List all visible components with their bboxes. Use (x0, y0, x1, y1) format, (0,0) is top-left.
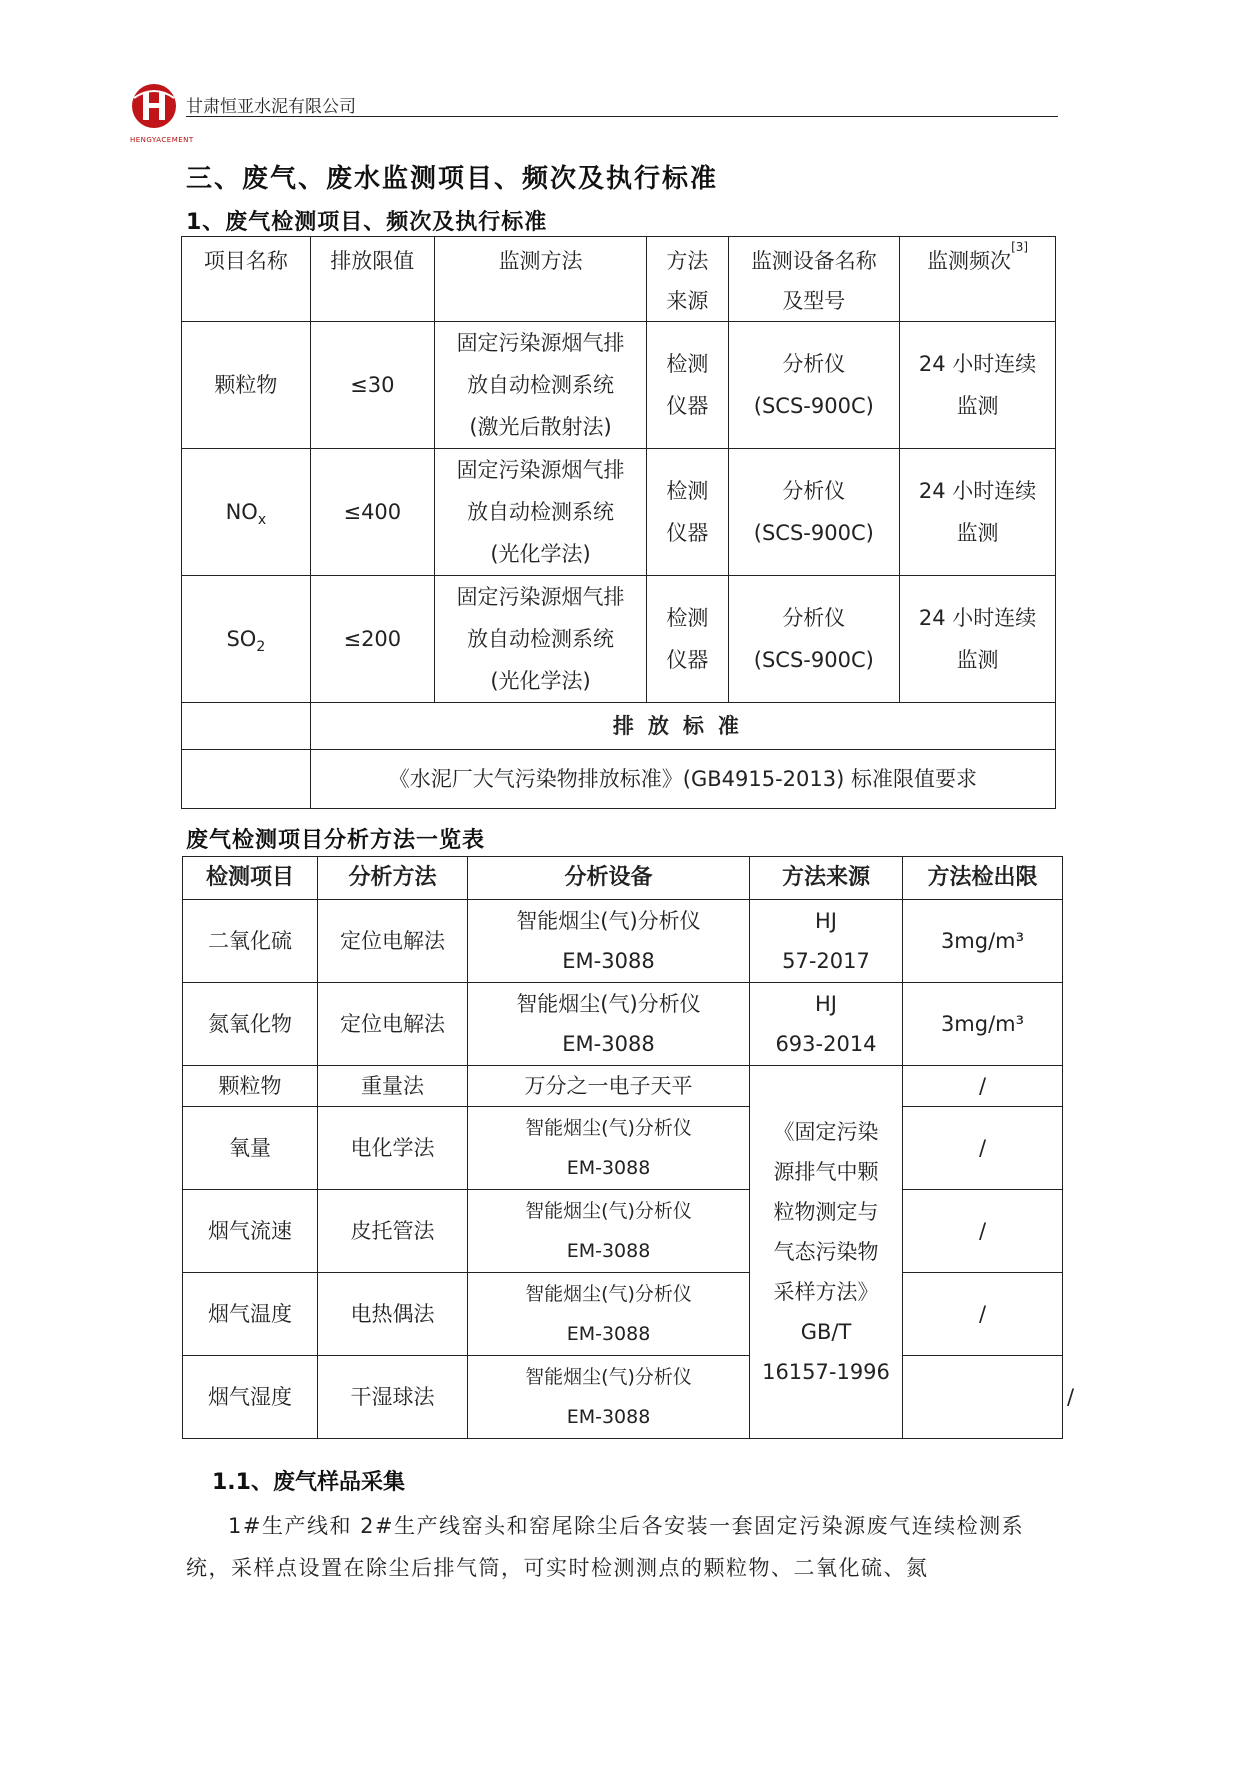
item-cell: 烟气温度 (183, 1273, 318, 1356)
empty-cell (182, 750, 311, 809)
footnote-ref: [3] (1011, 240, 1029, 254)
table-header-row (183, 857, 1063, 900)
method-cell: 电化学法 (318, 1107, 468, 1190)
device-cell: 智能烟尘(气)分析仪 EM-3088 (468, 1273, 750, 1356)
device-cell: 智能烟尘(气)分析仪 EM-3088 (468, 1356, 750, 1439)
item-cell: 烟气流速 (183, 1190, 318, 1273)
device-cell: 智能烟尘(气)分析仪 EM-3088 (468, 1190, 750, 1273)
device-cell: 智能烟尘(气)分析仪 EM-3088 (468, 1107, 750, 1190)
standard-label: 排放标准 (310, 703, 1055, 750)
item-cell: 氮氧化物 (183, 983, 318, 1066)
table-row: 烟气湿度 干湿球法 智能烟尘(气)分析仪 EM-3088 / (183, 1356, 1063, 1439)
table-row (182, 576, 1056, 703)
page-header (128, 78, 1058, 154)
frequency-cell: 24 小时连续 监测 (900, 322, 1056, 449)
header-device: 监测设备名称 及型号 (728, 237, 900, 322)
method-cell: 电热偶法 (318, 1273, 468, 1356)
method-cell: 定位电解法 (318, 900, 468, 983)
device-cell: 分析仪 (SCS-900C) (728, 322, 900, 449)
company-name: 甘肃恒亚水泥有限公司 (186, 97, 356, 117)
limit-cell: / (903, 1273, 1063, 1356)
table-row (183, 1190, 1063, 1273)
limit-cell: ≤200 (310, 576, 434, 703)
source-cell: 检测 仪器 (647, 449, 728, 576)
header-method: 监测方法 (434, 237, 646, 322)
item-cell: 烟气湿度 (183, 1356, 318, 1439)
empty-cell (182, 703, 311, 750)
table-row (183, 1066, 1063, 1107)
frequency-cell: 24 小时连续 监测 (900, 449, 1056, 576)
table-row (182, 449, 1056, 576)
header-divider (186, 116, 1058, 117)
device-cell: 分析仪 (SCS-900C) (728, 576, 900, 703)
header-cell: 方法来源 (750, 857, 903, 900)
item-cell: 颗粒物 (183, 1066, 318, 1107)
source-cell: 检测 仪器 (647, 322, 728, 449)
shared-source-cell: 《固定污染 源排气中颗 粒物测定与 气态污染物 采样方法》 GB/T 16157-1996 (750, 1066, 903, 1439)
standard-title-row (182, 703, 1056, 750)
table-row (183, 1107, 1063, 1190)
device-cell: 万分之一电子天平 (468, 1066, 750, 1107)
method-cell: 干湿球法 (318, 1356, 468, 1439)
subsection-title-1: 1、废气检测项目、频次及执行标准 (186, 210, 548, 235)
limit-cell: / (903, 1190, 1063, 1273)
table-row (183, 1273, 1063, 1356)
item-cell: $SO_2$ (182, 576, 311, 703)
device-cell: 智能烟尘(气)分析仪 EM-3088 (468, 983, 750, 1066)
source-cell: HJ 57-2017 (750, 900, 903, 983)
table-row (183, 983, 1063, 1066)
method-cell: 重量法 (318, 1066, 468, 1107)
analysis-method-table (182, 856, 1075, 1439)
method-cell: 固定污染源烟气排 放自动检测系统 (光化学法) (434, 449, 646, 576)
device-cell: 智能烟尘(气)分析仪 EM-3088 (468, 900, 750, 983)
method-cell: 固定污染源烟气排 放自动检测系统 (激光后散射法) (434, 322, 646, 449)
body-paragraph: 1#生产线和 2#生产线窑头和窑尾除尘后各安装一套固定污染源废气连续检测系统，采样点设置在除尘后排气筒，可实时检测测点的颗粒物、二氧化硫、氮 (186, 1514, 1025, 1580)
method-cell: 定位电解法 (318, 983, 468, 1066)
item-cell: 颗粒物 (182, 322, 311, 449)
limit-cell: 3mg/m³ (903, 900, 1063, 983)
device-cell: 分析仪 (SCS-900C) (728, 449, 900, 576)
header-source: 方法 来源 (647, 237, 728, 322)
header-cell: 分析设备 (468, 857, 750, 900)
header-cell: 方法检出限 (903, 857, 1063, 900)
table-row (182, 322, 1056, 449)
method-cell: 固定污染源烟气排 放自动检测系统 (光化学法) (434, 576, 646, 703)
limit-cell: / (903, 1066, 1063, 1107)
limit-cell: 3mg/m³ (903, 983, 1063, 1066)
header-limit: 排放限值 (310, 237, 434, 322)
emission-monitoring-table (181, 236, 1056, 809)
header-cell: 分析方法 (318, 857, 468, 900)
table-row (183, 900, 1063, 983)
limit-cell: ≤400 (310, 449, 434, 576)
item-cell: $NO_x$ (182, 449, 311, 576)
item-cell: 二氧化硫 (183, 900, 318, 983)
standard-text-row (182, 750, 1056, 809)
empty-cell (903, 1356, 1063, 1439)
header-item: 项目名称 (182, 237, 311, 322)
header-cell: 检测项目 (183, 857, 318, 900)
limit-cell: / (903, 1107, 1063, 1190)
source-cell: HJ 693-2014 (750, 983, 903, 1066)
item-cell: 氧量 (183, 1107, 318, 1190)
logo-text: HENGYACEMENT (130, 136, 194, 144)
subsection-title-1-1: 1.1、废气样品采集 (212, 1470, 405, 1495)
header-frequency: 监测频次[3] (900, 237, 1056, 322)
table2-title: 废气检测项目分析方法一览表 (186, 828, 486, 853)
method-cell: 皮托管法 (318, 1190, 468, 1273)
frequency-cell: 24 小时连续 监测 (900, 576, 1056, 703)
limit-cell: ≤30 (310, 322, 434, 449)
source-cell: 检测 仪器 (647, 576, 728, 703)
section-title: 三、废气、废水监测项目、频次及执行标准 (186, 164, 719, 194)
standard-text: 《水泥厂大气污染物排放标准》(GB4915-2013) 标准限值要求 (310, 750, 1055, 809)
table-header-row (182, 237, 1056, 322)
